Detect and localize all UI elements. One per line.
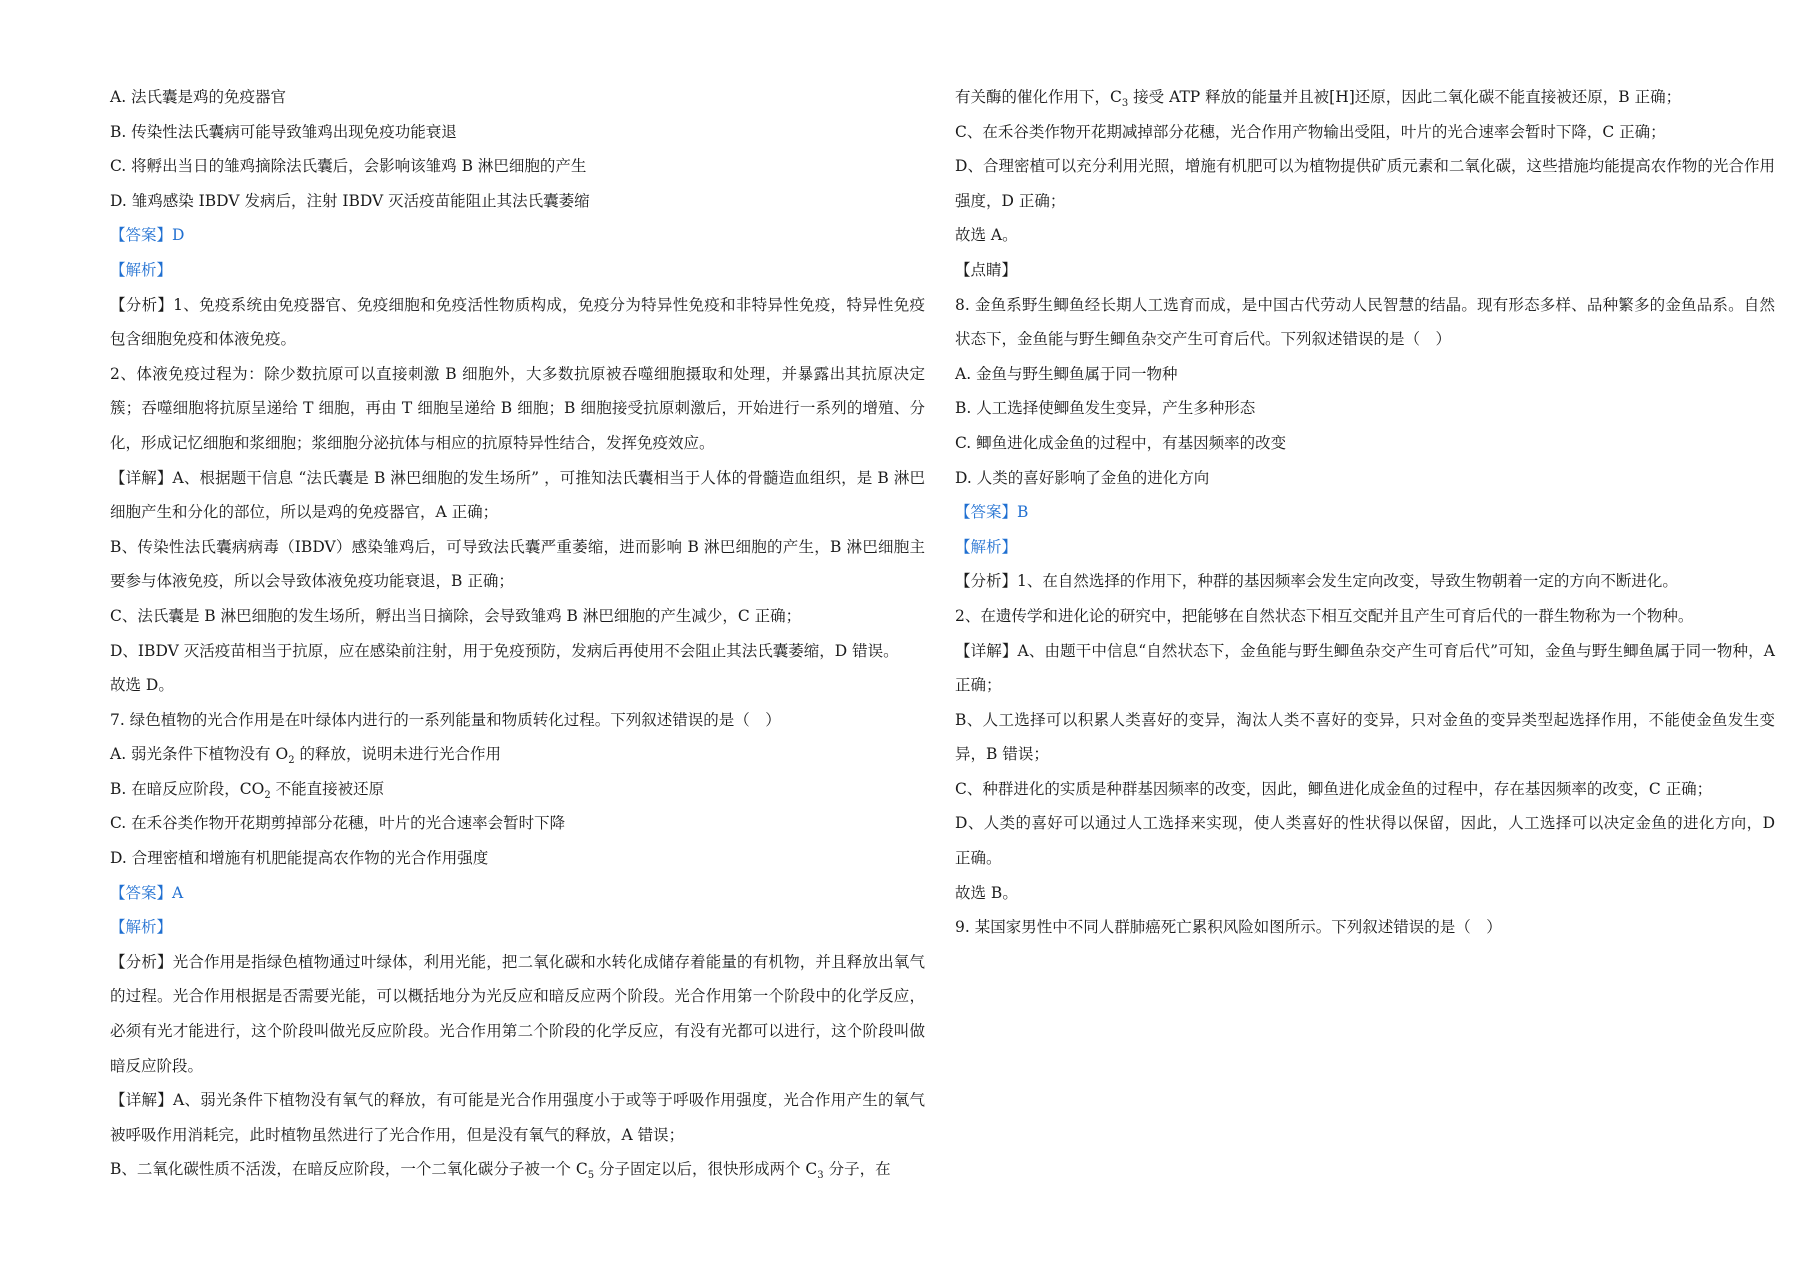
right-paragraph: 9. 某国家男性中不同人群肺癌死亡累积风险如图所示。下列叙述错误的是（ ） bbox=[955, 918, 1502, 937]
left-paragraph: 【解析】 bbox=[110, 918, 173, 937]
left-column bbox=[110, 80, 925, 1187]
left-paragraph: D、IBDV 灭活疫苗相当于抗原，应在感染前注射，用于免疫预防，发病后再使用不会阻止其法氏囊萎缩，D 错误。 bbox=[110, 641, 899, 660]
left-paragraph: 【分析】1、免疫系统由免疫器官、免疫细胞和免疫活性物质构成，免疫分为特异性免疫和非特异性免疫，特异性免疫包含细胞免疫和体液免疫。 bbox=[110, 295, 925, 349]
left-paragraph: 【详解】A、根据题干信息 “法氏囊是 B 淋巴细胞的发生场所” ，可推知法氏囊相当于人体的骨髓造血组织，是 B 淋巴细胞产生和分化的部位，所以是鸡的免疫器官，A 正确； bbox=[110, 468, 925, 522]
right-paragraph: 8. 金鱼系野生鲫鱼经长期人工选育而成，是中国古代劳动人民智慧的结晶。现有形态多样、品种繁多的金鱼品系。自然状态下，金鱼能与野生鲫鱼杂交产生可育后代。下列叙述错误的是（ ） bbox=[955, 295, 1775, 349]
left-paragraph: C. 将孵出当日的雏鸡摘除法氏囊后，会影响该雏鸡 B 淋巴细胞的产生 bbox=[110, 157, 587, 176]
left-paragraph: B、二氧化碳性质不活泼，在暗反应阶段，一个二氧化碳分子被一个 $C_5$ 分子固定以后，很快形成两个 $C_3$ 分子，在 bbox=[110, 1160, 891, 1182]
left-paragraph: D. 合理密植和增施有机肥能提高农作物的光合作用强度 bbox=[110, 849, 489, 868]
right-paragraph: 故选 B。 bbox=[955, 883, 1018, 902]
right-paragraph: D、人类的喜好可以通过人工选择来实现，使人类喜好的性状得以保留，因此，人工选择可以决定金鱼的进化方向，D 正确。 bbox=[955, 814, 1775, 868]
right-column bbox=[955, 80, 1775, 945]
left-paragraph: A. 法氏囊是鸡的免疫器官 bbox=[110, 88, 287, 106]
left-paragraph: B. 传染性法氏囊病可能导致雏鸡出现免疫功能衰退 bbox=[110, 122, 457, 141]
right-paragraph: 故选 A。 bbox=[955, 226, 1018, 245]
right-paragraph: 【解析】 bbox=[955, 537, 1018, 556]
left-paragraph: A. 弱光条件下植物没有 $O_2$ 的释放，说明未进行光合作用 bbox=[110, 745, 501, 767]
right-paragraph: D、合理密植可以充分利用光照，增施有机肥可以为植物提供矿质元素和二氧化碳，这些措施均能提高农作物的光合作用强度，D 正确； bbox=[955, 157, 1775, 210]
right-paragraph: 2、在遗传学和进化论的研究中，把能够在自然状态下相互交配并且产生可育后代的一群生物称为一个物种。 bbox=[955, 606, 1694, 625]
right-paragraph: 有关酶的催化作用下，$C_3$ 接受 ATP 释放的能量并且被[H]还原，因此二氧化碳不能直接被还原，B 正确； bbox=[955, 88, 1682, 110]
right-paragraph: B. 人工选择使鲫鱼发生变异，产生多种形态 bbox=[955, 399, 1256, 418]
left-paragraph: 故选 D。 bbox=[110, 676, 174, 695]
left-paragraph: 7. 绿色植物的光合作用是在叶绿体内进行的一系列能量和物质转化过程。下列叙述错误的是（ ） bbox=[110, 710, 781, 729]
left-paragraph: B. 在暗反应阶段，$CO_2$ 不能直接被还原 bbox=[110, 779, 385, 801]
right-paragraph: 【答案】B bbox=[955, 503, 1029, 522]
right-paragraph: C. 鲫鱼进化成金鱼的过程中，有基因频率的改变 bbox=[955, 433, 1287, 452]
right-paragraph: B、人工选择可以积累人类喜好的变异，淘汰人类不喜好的变异，只对金鱼的变异类型起选择作用，不能使金鱼发生变异，B 错误； bbox=[955, 710, 1775, 764]
right-paragraph: A. 金鱼与野生鲫鱼属于同一物种 bbox=[955, 364, 1178, 383]
left-paragraph: 2、体液免疫过程为：除少数抗原可以直接刺激 B 细胞外，大多数抗原被吞噬细胞摄取和处理，并暴露出其抗原决定簇；吞噬细胞将抗原呈递给 T 细胞，再由 T 细胞呈递给 B 细胞；B 细胞接受抗原刺激后，开始进行一系列的增殖、分化，形成记忆细胞和浆细胞；浆细胞分泌抗体与相应的抗原特异性结合，发挥免疫效应。 bbox=[110, 364, 925, 452]
right-paragraph: 【点睛】 bbox=[955, 260, 1018, 279]
right-paragraph: 【分析】1、在自然选择的作用下，种群的基因频率会发生定向改变，导致生物朝着一定的方向不断进化。 bbox=[955, 572, 1678, 591]
left-paragraph: D. 雏鸡感染 IBDV 发病后，注射 IBDV 灭活疫苗能阻止其法氏囊萎缩 bbox=[110, 191, 590, 210]
right-paragraph: C、种群进化的实质是种群基因频率的改变，因此，鲫鱼进化成金鱼的过程中，存在基因频率的改变，C 正确； bbox=[955, 779, 1713, 798]
right-paragraph: D. 人类的喜好影响了金鱼的进化方向 bbox=[955, 468, 1210, 487]
right-paragraph: C、在禾谷类作物开花期减掉部分花穗，光合作用产物输出受阻，叶片的光合速率会暂时下降，C 正确； bbox=[955, 122, 1666, 141]
left-paragraph: 【答案】A bbox=[110, 883, 184, 902]
left-paragraph: 【详解】A、弱光条件下植物没有氧气的释放，有可能是光合作用强度小于或等于呼吸作用强度，光合作用产生的氧气被呼吸作用消耗完，此时植物虽然进行了光合作用，但是没有氧气的释放，A 错误； bbox=[110, 1091, 925, 1144]
left-paragraph: B、传染性法氏囊病病毒（IBDV）感染雏鸡后，可导致法氏囊严重萎缩，进而影响 B 淋巴细胞的产生，B 淋巴细胞主要参与体液免疫，所以会导致体液免疫功能衰退，B 正确； bbox=[110, 537, 925, 591]
left-paragraph: 【分析】光合作用是指绿色植物通过叶绿体，利用光能，把二氧化碳和水转化成储存着能量的有机物，并且释放出氧气的过程。光合作用根据是否需要光能，可以概括地分为光反应和暗反应两个阶段。光合作用第一个阶段中的化学反应，必须有光才能进行，这个阶段叫做光反应阶段。光合作用第二个阶段的化学反应，有没有光都可以进行，这个阶段叫做暗反应阶段。 bbox=[110, 952, 925, 1075]
left-paragraph: C、法氏囊是 B 淋巴细胞的发生场所，孵出当日摘除，会导致雏鸡 B 淋巴细胞的产生减少，C 正确； bbox=[110, 606, 802, 625]
left-paragraph: 【答案】D bbox=[110, 226, 185, 245]
left-paragraph: 【解析】 bbox=[110, 260, 173, 279]
left-paragraph: C. 在禾谷类作物开花期剪掉部分花穗，叶片的光合速率会暂时下降 bbox=[110, 814, 566, 833]
right-paragraph: 【详解】A、由题干中信息“自然状态下，金鱼能与野生鲫鱼杂交产生可育后代”可知，金鱼与野生鲫鱼属于同一物种，A 正确； bbox=[955, 641, 1775, 695]
